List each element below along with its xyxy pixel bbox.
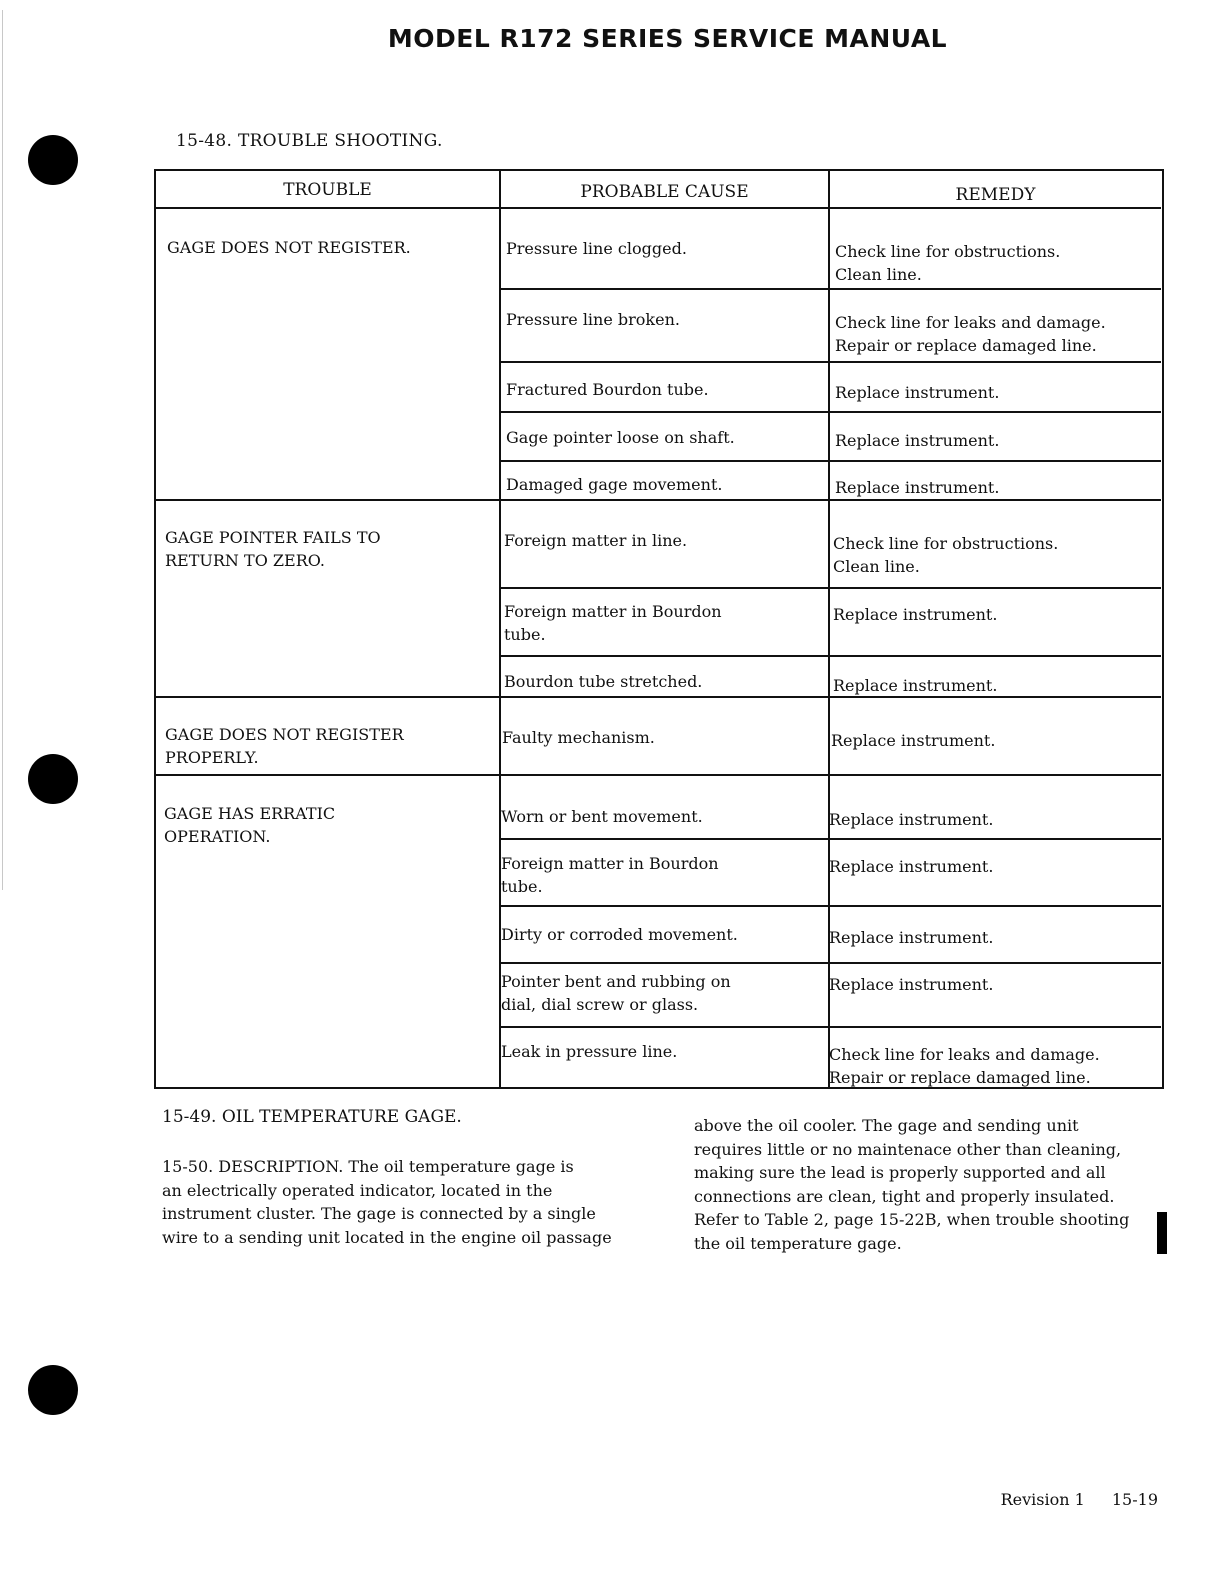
remedy-cell: Replace instrument. <box>835 478 1000 497</box>
header-rule <box>156 207 1161 209</box>
manual-title: MODEL R172 SERIES SERVICE MANUAL <box>387 24 948 53</box>
oil-gage-heading: 15-49. OIL TEMPERATURE GAGE. <box>162 1107 462 1127</box>
remedy-cell: Check line for leaks and damage. Repair or replace damaged line. <box>835 313 1106 355</box>
cause-cell: Fractured Bourdon tube. <box>506 380 709 399</box>
remedy-cell: Replace instrument. <box>829 810 994 829</box>
cause-cell: Foreign matter in Bourdon tube. <box>504 602 722 644</box>
row-rule <box>499 962 1161 964</box>
cause-cell: Worn or bent movement. <box>501 807 703 826</box>
punch-hole-bottom <box>28 1365 78 1415</box>
cause-cell: Damaged gage movement. <box>506 475 723 494</box>
column-header-remedy: REMEDY <box>955 185 1036 205</box>
cause-cell: Gage pointer loose on shaft. <box>506 428 735 447</box>
col-divider-2 <box>828 171 830 1087</box>
remedy-cell: Replace instrument. <box>831 731 996 750</box>
section-heading <box>176 131 443 151</box>
cause-cell: Dirty or corroded movement. <box>501 925 738 944</box>
punch-hole-top <box>28 135 78 185</box>
group-rule <box>156 774 1161 776</box>
cause-cell: Pointer bent and rubbing on dial, dial screw or glass. <box>501 972 731 1014</box>
cause-cell: Bourdon tube stretched. <box>504 672 703 691</box>
row-rule <box>499 905 1161 907</box>
remedy-cell: Replace instrument. <box>829 975 994 994</box>
row-rule <box>499 1026 1161 1028</box>
trouble-shooting-table <box>154 169 1164 1089</box>
page-number: 15-19 <box>1111 1490 1158 1509</box>
remedy-cell: Check line for obstructions. Clean line. <box>835 242 1061 284</box>
row-rule <box>499 411 1161 413</box>
page-footer <box>979 1490 1158 1509</box>
trouble-cell: GAGE DOES NOT REGISTER PROPERLY. <box>165 725 404 767</box>
row-rule <box>499 361 1161 363</box>
row-rule <box>499 460 1161 462</box>
punch-hole-middle <box>28 754 78 804</box>
row-rule <box>499 587 1161 589</box>
remedy-cell: Replace instrument. <box>835 383 1000 402</box>
column-header-probable-cause: PROBABLE CAUSE <box>580 182 749 202</box>
remedy-cell: Replace instrument. <box>833 605 998 624</box>
section-number: 15-48. <box>176 131 233 151</box>
revision-label: Revision 1 <box>1000 1490 1085 1509</box>
col-divider-1 <box>499 171 501 1087</box>
trouble-cell: GAGE HAS ERRATIC OPERATION. <box>164 804 336 846</box>
oil-gage-description-right: above the oil cooler. The gage and sending unit requires little or no maintenace other than cleaning, making sure the lead is properly supported and all connections are clean, tight and properly insulated. Refer to Table 2, page 15-22B, when trouble shooting the oil temperature gage. <box>694 1116 1130 1253</box>
remedy-cell: Replace instrument. <box>835 431 1000 450</box>
group-rule <box>156 696 1161 698</box>
page-margin-line <box>2 10 3 890</box>
remedy-cell: Replace instrument. <box>829 857 994 876</box>
remedy-cell: Replace instrument. <box>829 928 994 947</box>
row-rule <box>499 655 1161 657</box>
remedy-cell: Replace instrument. <box>833 676 998 695</box>
group-rule <box>156 499 1161 501</box>
remedy-cell: Check line for obstructions. Clean line. <box>833 534 1059 576</box>
cause-cell: Leak in pressure line. <box>501 1042 678 1061</box>
section-title: TROUBLE SHOOTING. <box>237 131 443 151</box>
column-header-trouble: TROUBLE <box>283 180 372 200</box>
remedy-cell: Check line for leaks and damage. Repair or replace damaged line. <box>829 1045 1100 1087</box>
oil-gage-description-left: 15-50. DESCRIPTION. The oil temperature gage is an electrically operated indicator, located in the instrument cluster. The gage is connected by a single wire to a sending unit located in the engine oil passage <box>162 1157 612 1247</box>
trouble-cell: GAGE DOES NOT REGISTER. <box>167 238 411 257</box>
revision-change-bar <box>1157 1212 1167 1254</box>
row-rule <box>499 838 1161 840</box>
trouble-cell: GAGE POINTER FAILS TO RETURN TO ZERO. <box>165 528 381 570</box>
cause-cell: Foreign matter in Bourdon tube. <box>501 854 719 896</box>
cause-cell: Pressure line clogged. <box>506 239 687 258</box>
row-rule <box>499 288 1161 290</box>
cause-cell: Foreign matter in line. <box>504 531 688 550</box>
cause-cell: Pressure line broken. <box>506 310 680 329</box>
cause-cell: Faulty mechanism. <box>502 728 655 747</box>
